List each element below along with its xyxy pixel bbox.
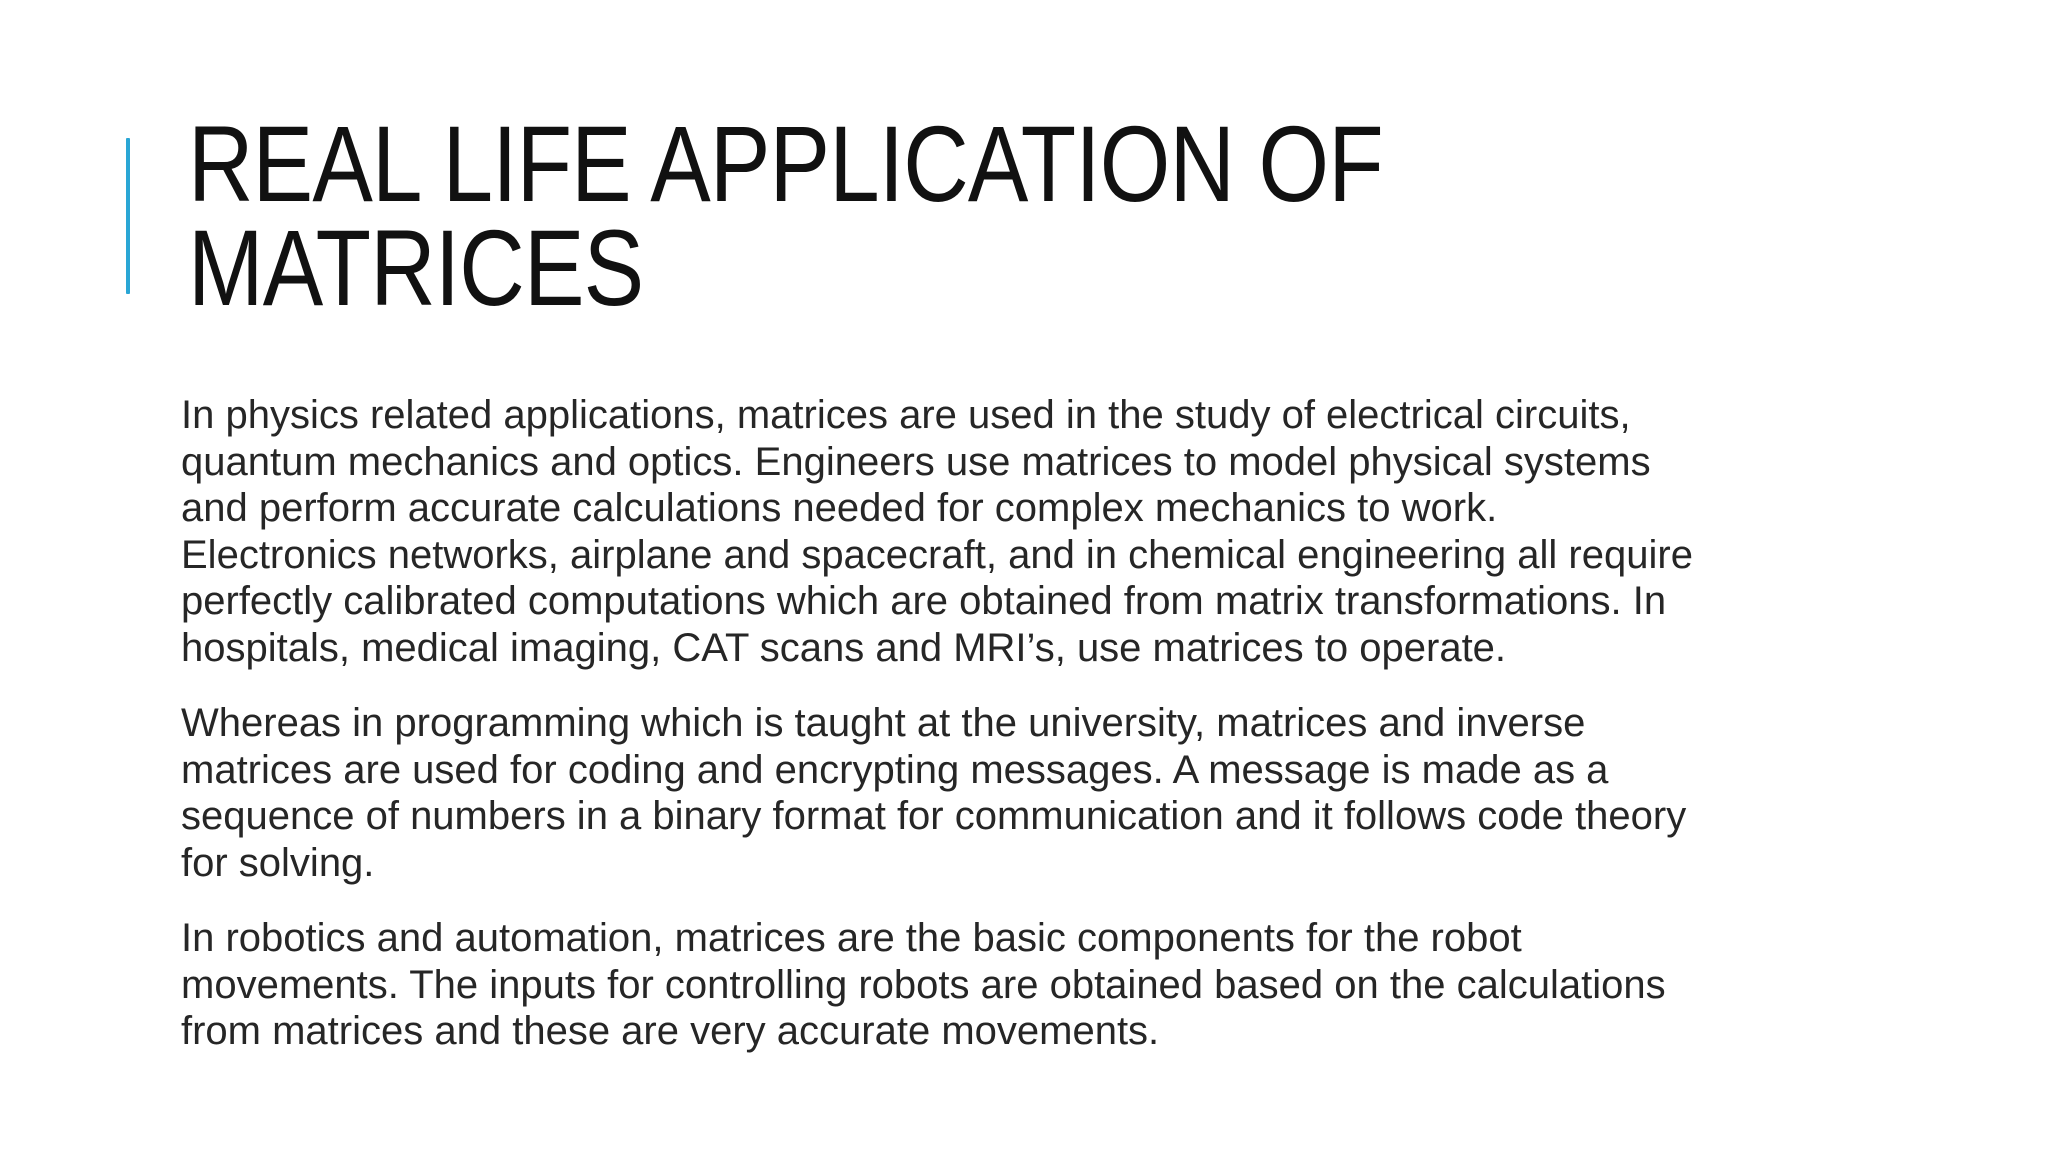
text-line: for solving. (181, 840, 375, 885)
text-line: Whereas in programming which is taught at the university, matrices and inverse (181, 701, 1586, 745)
slide-title (188, 103, 1599, 328)
text-line: In robotics and automation, matrices are the basic components for the robot (181, 916, 1522, 960)
paragraph-programming (181, 700, 1841, 886)
paragraph-physics (181, 392, 1841, 671)
text-line: movements. The inputs for controlling robots are obtained based on the calculations (181, 962, 1666, 1007)
text-line: quantum mechanics and optics. Engineers use matrices to model physical systems (181, 439, 1651, 484)
title-accent-bar (126, 138, 130, 294)
text-line: hospitals, medical imaging, CAT scans and MRI’s, use matrices to operate. (181, 625, 1507, 670)
text-line: from matrices and these are very accurate movements. (181, 1009, 1160, 1053)
title-line: REAL LIFE APPLICATION OF (188, 103, 1383, 224)
text-line: and perform accurate calculations needed for complex mechanics to work. (181, 486, 1498, 530)
text-line: matrices are used for coding and encrypting messages. A message is made as a (181, 747, 1609, 792)
title-line: MATRICES (188, 207, 644, 328)
paragraph-robotics (181, 915, 1841, 1055)
text-line: Electronics networks, airplane and spacecraft, and in chemical engineering all require (181, 532, 1693, 577)
text-line: In physics related applications, matrices are used in the study of electrical circuits, (181, 393, 1631, 437)
text-line: perfectly calibrated computations which are obtained from matrix transformations. In (181, 579, 1667, 623)
slide-body (181, 392, 1841, 1084)
text-line: sequence of numbers in a binary format for communication and it follows code theory (181, 794, 1687, 838)
